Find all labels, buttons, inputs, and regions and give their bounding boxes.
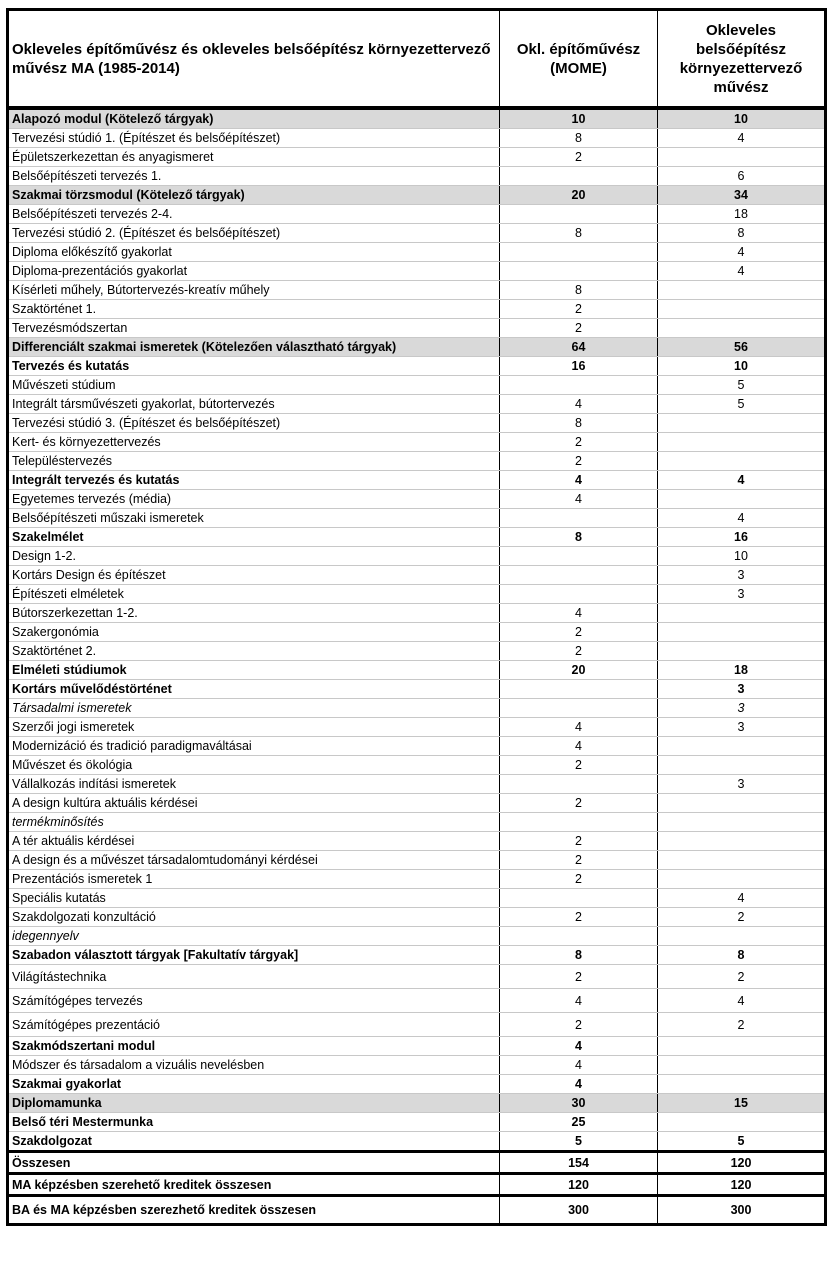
row-label: Elméleti stúdiumok (8, 661, 500, 680)
table-row (8, 718, 826, 737)
row-label: Számítógépes prezentáció (8, 1013, 500, 1037)
credits-interior: 10 (658, 547, 826, 566)
credits-interior: 3 (658, 775, 826, 794)
credits-interior: 15 (658, 1094, 826, 1113)
row-label: Tervezésmódszertan (8, 319, 500, 338)
table-row (8, 566, 826, 585)
credits-interior: 10 (658, 357, 826, 376)
row-label: Tervezés és kutatás (8, 357, 500, 376)
row-label: Tervezési stúdió 2. (Építészet és belsőépítészet) (8, 224, 500, 243)
row-label: Kortárs Design és építészet (8, 566, 500, 585)
table-row (8, 661, 826, 680)
row-label: Építészeti elméletek (8, 585, 500, 604)
credits-interior (658, 319, 826, 338)
credits-mome: 8 (500, 528, 658, 547)
credits-mome: 8 (500, 414, 658, 433)
credits-interior (658, 433, 826, 452)
credits-interior (658, 813, 826, 832)
table-row (8, 794, 826, 813)
credits-interior (658, 642, 826, 661)
row-label: Szerzői jogi ismeretek (8, 718, 500, 737)
table-row (8, 1075, 826, 1094)
credits-mome: 5 (500, 1132, 658, 1152)
row-label: Szakmai törzsmodul (Kötelező tárgyak) (8, 186, 500, 205)
credits-interior: 8 (658, 946, 826, 965)
row-label: Diploma-prezentációs gyakorlat (8, 262, 500, 281)
credits-interior: 4 (658, 129, 826, 148)
credits-mome: 10 (500, 108, 658, 129)
credit-table (6, 8, 827, 1226)
table-row (8, 148, 826, 167)
column-header-mome: Okl. építőművész (MOME) (500, 10, 658, 109)
row-label: BA és MA képzésben szerezhető kreditek összesen (8, 1196, 500, 1225)
credits-interior: 5 (658, 1132, 826, 1152)
credits-mome: 2 (500, 300, 658, 319)
credits-interior (658, 870, 826, 889)
table-row (8, 376, 826, 395)
credits-mome: 16 (500, 357, 658, 376)
table-row (8, 243, 826, 262)
table-row (8, 1113, 826, 1132)
row-label: Belső téri Mestermunka (8, 1113, 500, 1132)
table-row (8, 490, 826, 509)
credits-mome: 20 (500, 186, 658, 205)
credits-mome (500, 262, 658, 281)
table-row (8, 989, 826, 1013)
credit-table-body (8, 10, 826, 1225)
table-row (8, 889, 826, 908)
credits-mome: 2 (500, 756, 658, 775)
credits-interior: 5 (658, 395, 826, 414)
credits-mome: 154 (500, 1152, 658, 1174)
row-label: Tervezési stúdió 1. (Építészet és belsőépítészet) (8, 129, 500, 148)
credits-mome: 64 (500, 338, 658, 357)
credits-mome: 2 (500, 908, 658, 927)
credits-interior: 4 (658, 471, 826, 490)
row-label: Belsőépítészeti tervezés 1. (8, 167, 500, 186)
row-label: Design 1-2. (8, 547, 500, 566)
row-label: Kortárs művelődéstörténet (8, 680, 500, 699)
table-row (8, 300, 826, 319)
row-label: Szakelmélet (8, 528, 500, 547)
credits-interior (658, 414, 826, 433)
credits-interior: 34 (658, 186, 826, 205)
table-row (8, 1037, 826, 1056)
table-title: Okleveles építőművész és okleveles belsőépítész környezettervező művész MA (1985-2014) (8, 10, 500, 109)
row-label: Bútorszerkezettan 1-2. (8, 604, 500, 623)
table-row (8, 832, 826, 851)
credits-interior: 3 (658, 566, 826, 585)
credits-interior (658, 300, 826, 319)
row-label: Belsőépítészeti műszaki ismeretek (8, 509, 500, 528)
table-row (8, 471, 826, 490)
credits-mome (500, 699, 658, 718)
row-label: Szaktörténet 1. (8, 300, 500, 319)
row-label: Integrált társművészeti gyakorlat, bútortervezés (8, 395, 500, 414)
credits-mome (500, 813, 658, 832)
credits-mome (500, 889, 658, 908)
row-label: Speciális kutatás (8, 889, 500, 908)
row-label: A tér aktuális kérdései (8, 832, 500, 851)
credits-mome: 8 (500, 129, 658, 148)
row-label: Egyetemes tervezés (média) (8, 490, 500, 509)
row-label: Világítástechnika (8, 965, 500, 989)
column-header-interior: Okleveles belsőépítész környezettervező művész (658, 10, 826, 109)
table-row (8, 756, 826, 775)
credits-mome: 2 (500, 851, 658, 870)
credits-mome (500, 376, 658, 395)
credits-mome: 2 (500, 452, 658, 471)
credits-interior (658, 1075, 826, 1094)
table-row (8, 851, 826, 870)
credits-mome: 2 (500, 642, 658, 661)
credits-interior (658, 927, 826, 946)
credits-mome: 4 (500, 490, 658, 509)
credits-interior: 18 (658, 661, 826, 680)
credits-mome: 4 (500, 989, 658, 1013)
table-row (8, 1013, 826, 1037)
credits-interior (658, 832, 826, 851)
credits-interior (658, 452, 826, 471)
row-label: termékminősítés (8, 813, 500, 832)
table-row (8, 1196, 826, 1225)
credits-interior: 4 (658, 243, 826, 262)
table-row (8, 908, 826, 927)
credits-interior: 4 (658, 509, 826, 528)
row-label: Diplomamunka (8, 1094, 500, 1113)
curriculum-table-container (6, 8, 824, 1226)
credits-mome (500, 680, 658, 699)
row-label: Szakmódszertani modul (8, 1037, 500, 1056)
row-label: A design és a művészet társadalomtudományi kérdései (8, 851, 500, 870)
row-label: Vállalkozás indítási ismeretek (8, 775, 500, 794)
table-row (8, 946, 826, 965)
credits-interior: 18 (658, 205, 826, 224)
credits-interior (658, 794, 826, 813)
table-row (8, 319, 826, 338)
row-label: Integrált tervezés és kutatás (8, 471, 500, 490)
table-row (8, 281, 826, 300)
row-label: idegennyelv (8, 927, 500, 946)
credits-interior: 10 (658, 108, 826, 129)
table-row (8, 1056, 826, 1075)
credits-mome: 8 (500, 281, 658, 300)
credits-mome: 4 (500, 1056, 658, 1075)
credits-mome: 300 (500, 1196, 658, 1225)
credits-interior: 4 (658, 889, 826, 908)
table-row (8, 528, 826, 547)
credits-interior: 120 (658, 1174, 826, 1196)
row-label: Kísérleti műhely, Bútortervezés-kreatív műhely (8, 281, 500, 300)
row-label: Prezentációs ismeretek 1 (8, 870, 500, 889)
credits-mome (500, 585, 658, 604)
table-header-row (8, 10, 826, 109)
table-row (8, 965, 826, 989)
table-row (8, 870, 826, 889)
credits-mome: 2 (500, 148, 658, 167)
credits-interior: 6 (658, 167, 826, 186)
table-row (8, 623, 826, 642)
credits-mome (500, 205, 658, 224)
table-row (8, 338, 826, 357)
credits-mome (500, 509, 658, 528)
table-row (8, 108, 826, 129)
table-row (8, 680, 826, 699)
row-label: Differenciált szakmai ismeretek (Kötelezően választható tárgyak) (8, 338, 500, 357)
credits-mome: 2 (500, 832, 658, 851)
credits-interior: 3 (658, 699, 826, 718)
table-row (8, 1094, 826, 1113)
credits-mome: 4 (500, 604, 658, 623)
row-label: Módszer és társadalom a vizuális nevelésben (8, 1056, 500, 1075)
credits-mome: 4 (500, 718, 658, 737)
table-row (8, 509, 826, 528)
table-row (8, 699, 826, 718)
credits-mome: 2 (500, 319, 658, 338)
table-row (8, 262, 826, 281)
row-label: Társadalmi ismeretek (8, 699, 500, 718)
credits-interior: 300 (658, 1196, 826, 1225)
row-label: Számítógépes tervezés (8, 989, 500, 1013)
row-label: Összesen (8, 1152, 500, 1174)
credits-interior (658, 604, 826, 623)
row-label: Művészeti stúdium (8, 376, 500, 395)
row-label: Alapozó modul (Kötelező tárgyak) (8, 108, 500, 129)
credits-interior (658, 1037, 826, 1056)
table-row (8, 1152, 826, 1174)
credits-interior: 3 (658, 585, 826, 604)
credits-interior (658, 1113, 826, 1132)
table-row (8, 547, 826, 566)
credits-mome: 2 (500, 1013, 658, 1037)
table-row (8, 1174, 826, 1196)
table-row (8, 129, 826, 148)
row-label: Diploma előkészítő gyakorlat (8, 243, 500, 262)
table-row (8, 167, 826, 186)
credits-interior (658, 148, 826, 167)
credits-mome: 2 (500, 623, 658, 642)
credits-interior: 4 (658, 262, 826, 281)
credits-mome: 2 (500, 433, 658, 452)
credits-mome: 4 (500, 1075, 658, 1094)
credits-mome (500, 547, 658, 566)
row-label: Szakergonómia (8, 623, 500, 642)
table-row (8, 585, 826, 604)
credits-mome: 4 (500, 737, 658, 756)
table-row (8, 1132, 826, 1152)
row-label: Szakdolgozat (8, 1132, 500, 1152)
table-row (8, 433, 826, 452)
row-label: Épületszerkezettan és anyagismeret (8, 148, 500, 167)
table-row (8, 205, 826, 224)
table-row (8, 414, 826, 433)
credits-interior (658, 623, 826, 642)
row-label: Művészet és ökológia (8, 756, 500, 775)
credits-mome (500, 775, 658, 794)
credits-mome: 4 (500, 471, 658, 490)
table-row (8, 395, 826, 414)
table-row (8, 927, 826, 946)
row-label: Belsőépítészeti tervezés 2-4. (8, 205, 500, 224)
credits-interior (658, 490, 826, 509)
credits-interior: 4 (658, 989, 826, 1013)
credits-interior (658, 756, 826, 775)
credits-mome (500, 927, 658, 946)
credits-interior: 8 (658, 224, 826, 243)
credits-interior: 3 (658, 718, 826, 737)
credits-mome (500, 243, 658, 262)
credits-interior: 5 (658, 376, 826, 395)
credits-interior: 2 (658, 1013, 826, 1037)
table-row (8, 604, 826, 623)
credits-mome: 8 (500, 946, 658, 965)
table-row (8, 813, 826, 832)
table-row (8, 357, 826, 376)
row-label: Tervezési stúdió 3. (Építészet és belsőépítészet) (8, 414, 500, 433)
credits-interior (658, 851, 826, 870)
credits-interior (658, 1056, 826, 1075)
credits-mome: 2 (500, 965, 658, 989)
row-label: Kert- és környezettervezés (8, 433, 500, 452)
table-row (8, 642, 826, 661)
credits-mome (500, 566, 658, 585)
credits-mome: 8 (500, 224, 658, 243)
table-row (8, 224, 826, 243)
credits-interior: 56 (658, 338, 826, 357)
credits-interior: 2 (658, 908, 826, 927)
credits-mome: 2 (500, 794, 658, 813)
credits-interior (658, 281, 826, 300)
row-label: Szakmai gyakorlat (8, 1075, 500, 1094)
row-label: Szabadon választott tárgyak [Fakultatív tárgyak] (8, 946, 500, 965)
row-label: Modernizáció és tradició paradigmaváltásai (8, 737, 500, 756)
credits-interior: 16 (658, 528, 826, 547)
row-label: A design kultúra aktuális kérdései (8, 794, 500, 813)
credits-interior: 3 (658, 680, 826, 699)
credits-mome: 2 (500, 870, 658, 889)
table-row (8, 452, 826, 471)
row-label: Szaktörténet 2. (8, 642, 500, 661)
credits-interior: 120 (658, 1152, 826, 1174)
credits-mome: 20 (500, 661, 658, 680)
table-row (8, 737, 826, 756)
credits-mome: 120 (500, 1174, 658, 1196)
table-row (8, 186, 826, 205)
credits-mome: 25 (500, 1113, 658, 1132)
credits-mome: 4 (500, 1037, 658, 1056)
credits-interior: 2 (658, 965, 826, 989)
credits-mome: 30 (500, 1094, 658, 1113)
credits-interior (658, 737, 826, 756)
row-label: Településtervezés (8, 452, 500, 471)
table-row (8, 775, 826, 794)
row-label: MA képzésben szerehető kreditek összesen (8, 1174, 500, 1196)
row-label: Szakdolgozati konzultáció (8, 908, 500, 927)
credits-mome: 4 (500, 395, 658, 414)
credits-mome (500, 167, 658, 186)
